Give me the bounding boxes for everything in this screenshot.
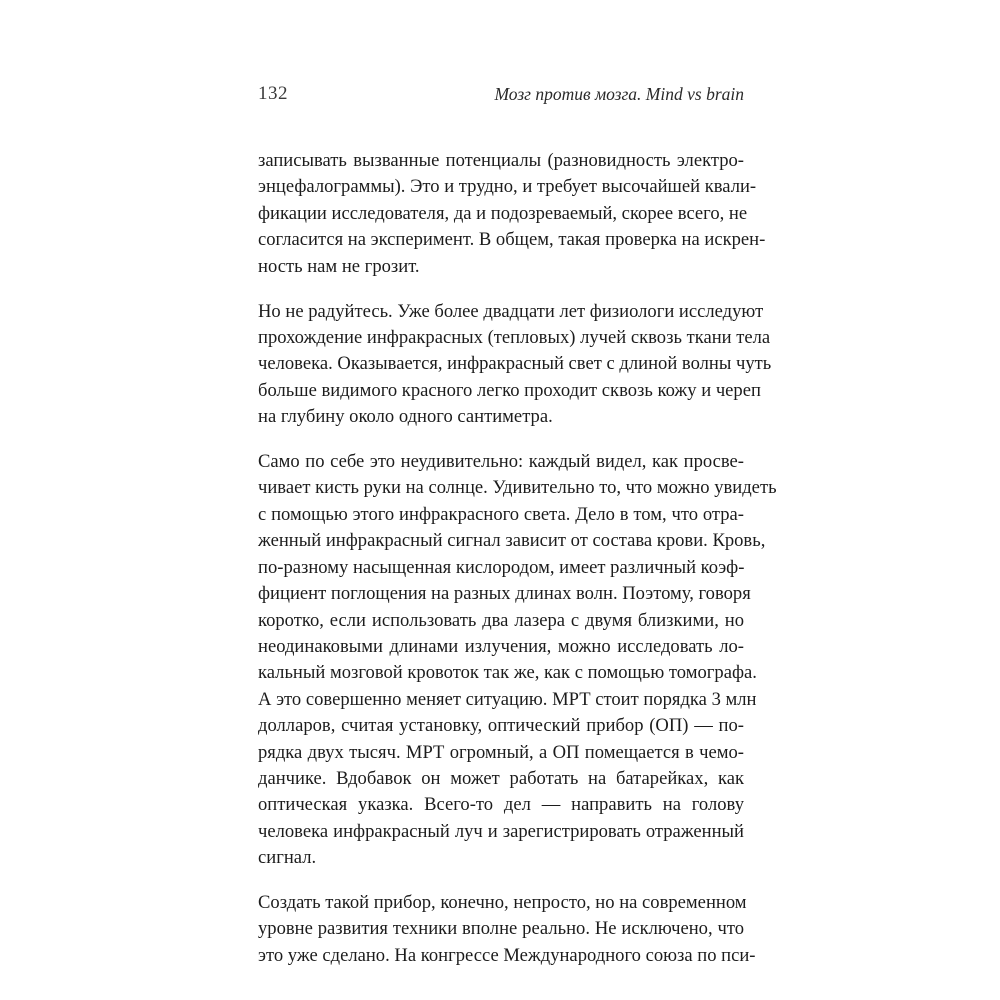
text-line: кальный мозговой кровоток так же, как с помощью томографа. [258, 662, 757, 684]
text-line: записывать вызванные потенциалы (разновидность электро- [258, 150, 744, 171]
text-line: данчике. Вдобавок он может работать на батарейках, как [258, 767, 744, 789]
text-line: больше видимого красного легко проходит сквозь кожу и череп [258, 379, 761, 401]
text-line: А это совершенно меняет ситуацию. МРТ стоит порядка 3 млн [258, 688, 757, 710]
text-line: прохождение инфракрасных (тепловых) лучей сквозь ткани тела [258, 326, 771, 348]
running-head [258, 80, 744, 108]
text-line: чивает кисть руки на солнце. Удивительно то, что можно увидеть [258, 477, 777, 499]
text-line: фициент поглощения на разных длинах волн. Поэтому, говоря [258, 583, 751, 605]
text-line: человека инфракрасный луч и зарегистрировать отраженный [258, 820, 744, 842]
text-line: это уже сделано. На конгрессе Международного союза по пси- [258, 944, 756, 966]
text-line: энцефалограммы). Это и трудно, и требует высочайшей квали- [258, 176, 757, 198]
page-number: 132 [258, 83, 288, 104]
text-line: с помощью этого инфракрасного света. Дело в том, что отра- [258, 503, 744, 525]
book-title: Мозг против мозга. Mind vs brain [494, 84, 744, 104]
text-line: Создать такой прибор, конечно, непросто, но на современном [258, 892, 747, 914]
text-line: оптическая указка. Всего-то дел — направить на голову [258, 794, 744, 816]
body-text [258, 148, 777, 988]
text-line: уровне развития техники вполне реально. Не исключено, что [258, 918, 744, 940]
text-line: коротко, если использовать два лазера с двумя близкими, но [258, 609, 744, 631]
paragraph [258, 449, 777, 872]
text-line: на глубину около одного сантиметра. [258, 406, 553, 428]
text-line: женный инфракрасный сигнал зависит от состава крови. Кровь, [258, 530, 766, 552]
text-line: ность нам не грозит. [258, 255, 420, 277]
paragraph [258, 148, 766, 280]
text-line: Само по себе это неудивительно: каждый видел, как просве- [258, 451, 744, 473]
text-line: рядка двух тысяч. МРТ огромный, а ОП помещается в чемо- [258, 741, 744, 763]
text-line: сигнал. [258, 847, 317, 869]
text-line: долларов, считая установку, оптический прибор (ОП) — по- [258, 715, 744, 737]
text-line: фикации исследователя, да и подозреваемый, скорее всего, не [258, 202, 748, 224]
text-line: Но не радуйтесь. Уже более двадцати лет физиологи исследуют [258, 300, 764, 322]
text-line: согласится на эксперимент. В общем, такая проверка на искрен- [258, 229, 766, 251]
paragraph [258, 890, 756, 969]
text-line: человека. Оказывается, инфракрасный свет с длиной волны чуть [258, 353, 772, 375]
text-line: по-разному насыщенная кислородом, имеет различный коэф- [258, 556, 745, 578]
text-line: неодинаковыми длинами излучения, можно исследовать ло- [258, 635, 744, 657]
paragraph [258, 299, 772, 431]
